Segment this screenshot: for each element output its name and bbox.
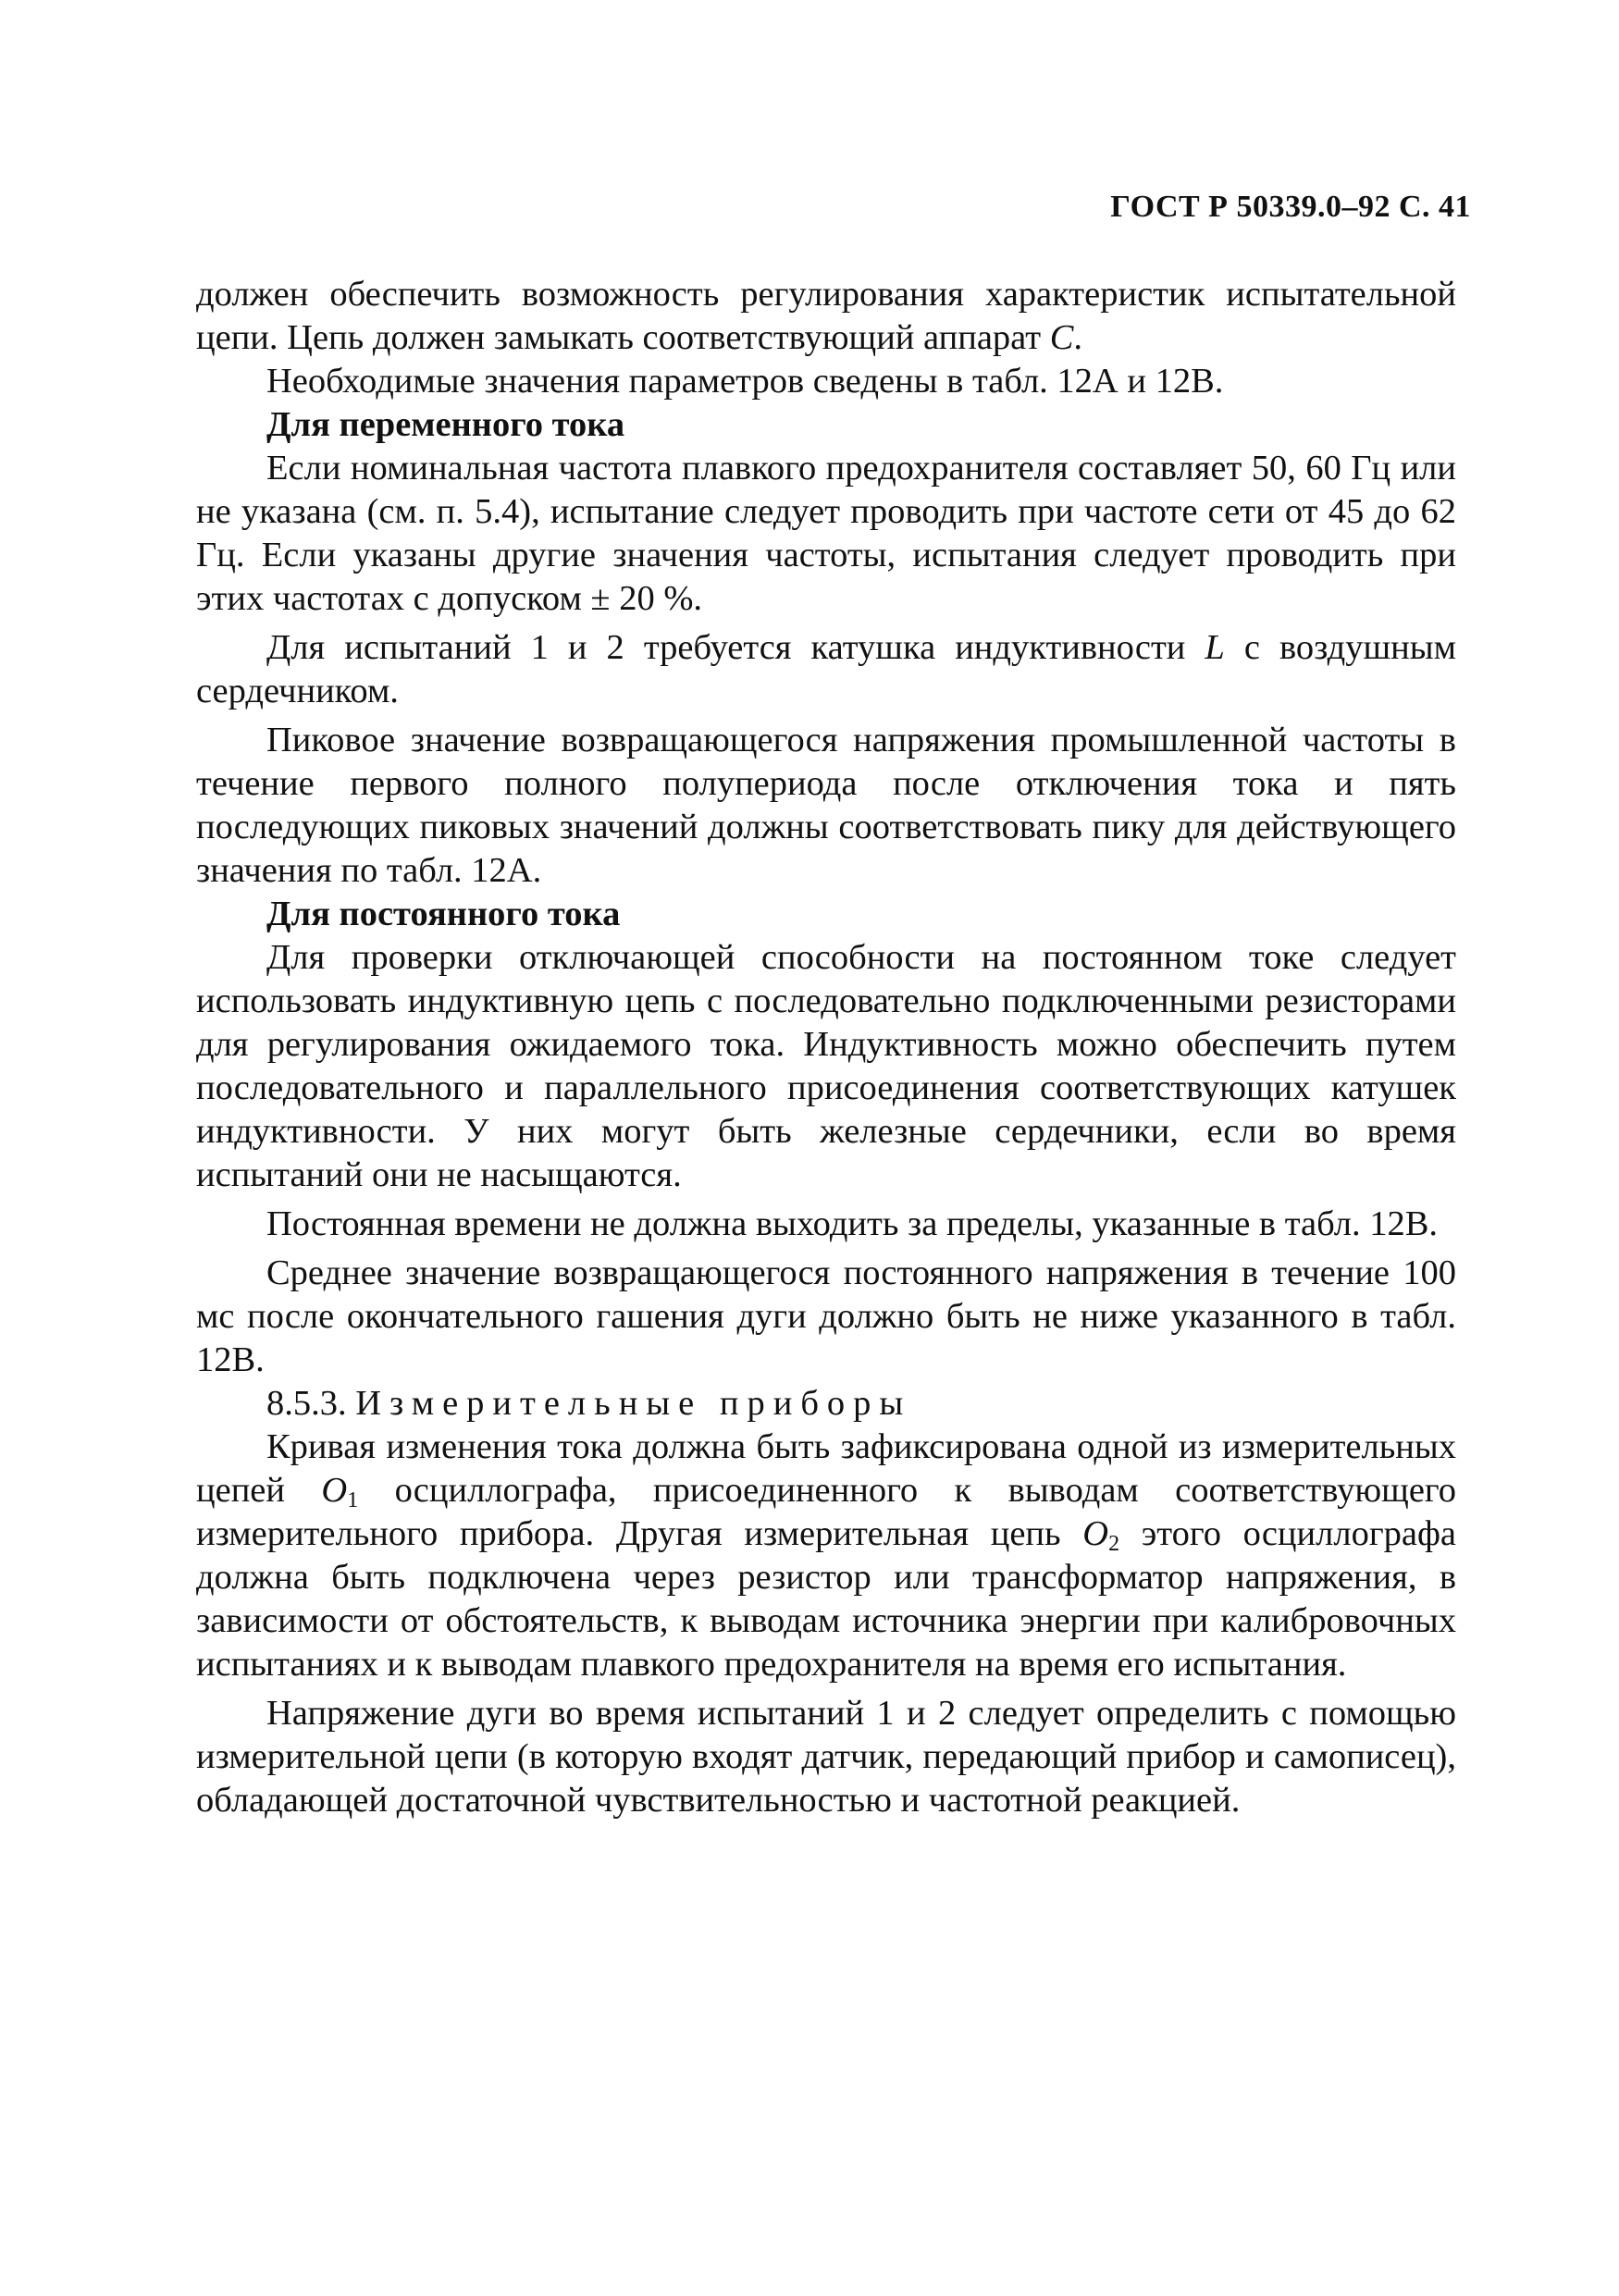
page-header: ГОСТ Р 50339.0–92 С. 41	[1110, 190, 1471, 224]
document-body	[196, 273, 1456, 1822]
paragraph: Для испытаний 1 и 2 требуется катушка индуктивности L с воздушным сердечником.	[196, 628, 1456, 710]
paragraph: Среднее значение возвращающегося постоянного напряжения в течение 100 мс после окончательного гашения дуги должно быть не ниже указанного в табл. 12В.	[196, 1253, 1456, 1379]
paragraph: Если номинальная частота плавкого предохранителя составляет 50, 60 Гц или не указана (см. п. 5.4), испытание следует проводить при частоте сети от 45 до 62 Гц. Если указаны другие значения частоты, испытания следует проводить при этих частотах с допуском ± 20 %.	[196, 449, 1456, 618]
section-heading-instruments: 8.5.3. Измерительные приборы	[266, 1384, 912, 1423]
paragraph: Напряжение дуги во время испытаний 1 и 2 следует определить с помощью измерительной цепи (в которую входят датчик, передающий прибор и самописец), обладающей достаточной чувствительностью и частотной реакцией.	[196, 1694, 1456, 1820]
paragraph: Постоянная времени не должна выходить за пределы, указанные в табл. 12В.	[266, 1204, 1439, 1243]
paragraph: Для проверки отключающей способности на постоянном токе следует использовать индуктивную цепь с последовательно подключенными резисторами для регулирования ожидаемого тока. Индуктивность можно обеспечить путем последовательного и параллельного присоединения соответствующих катушек индуктивности. У них могут быть железные сердечники, если во время испытаний они не насыщаются.	[196, 938, 1456, 1194]
paragraph: должен обеспечить возможность регулирования характеристик испытательной цепи. Цепь должен замыкать соответствующий аппарат C.	[196, 275, 1456, 357]
section-subheading-ac: Для переменного тока	[266, 405, 625, 444]
section-subheading-dc: Для постоянного тока	[266, 895, 621, 933]
paragraph: Пиковое значение возвращающегося напряжения промышленной частоты в течение первого полного полупериода после отключения тока и пять последующих пиковых значений должны соответствовать пику для действующего значения по табл. 12А.	[196, 721, 1456, 890]
paragraph: Необходимые значения параметров сведены в табл. 12А и 12В.	[266, 362, 1224, 401]
paragraph: Кривая изменения тока должна быть зафиксирована одной из измерительных цепей $O_1$ осциллографа, присоединенного к выводам соответствующего измерительного прибора. Другая измерительная цепь $O_2$ этого осциллографа должна быть подключена через резистор или трансформатор напряжения, в зависимости от обстоятельств, к выводам источника энергии при калибровочных испытаниях и к выводам плавкого предохранителя на время его испытания.	[196, 1427, 1456, 1684]
